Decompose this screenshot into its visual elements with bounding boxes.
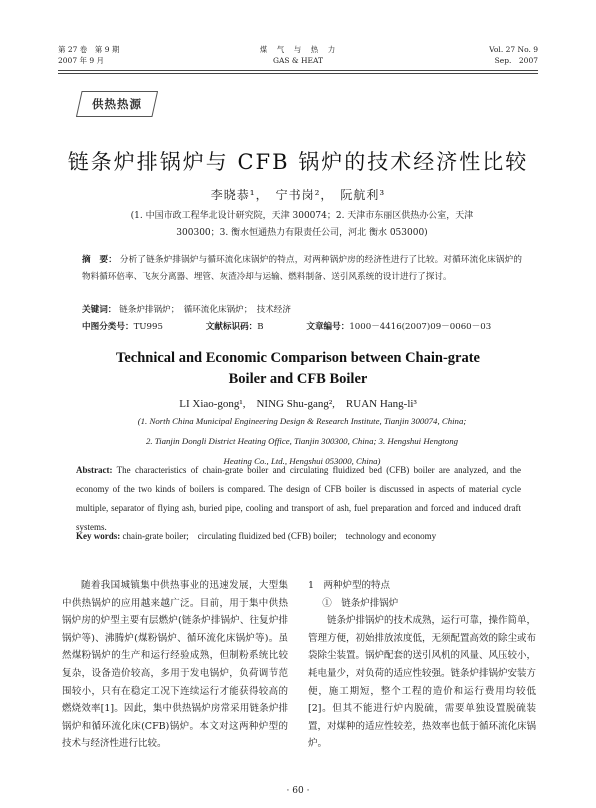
keywords-cn-label: 关键词： [82, 305, 117, 315]
title-en-line: Boiler and CFB Boiler [228, 371, 368, 387]
title-en [0, 348, 596, 390]
title-en-line: Technical and Economic Comparison between Chain-grate [116, 350, 480, 366]
body-paragraph: 链条炉排锅炉的技术成熟，运行可靠，操作简单，管理方便，初始排放浓度低，无须配置高效的除尘或布袋除尘装置。锅炉配套的送引风机的风量、风压较小，耗电量少，对负荷的适应性较强。链条炉排锅炉安装方便，施工期短，整个工程的造价和运行费用均较低[2]。但其不能进行炉内脱硫，需要单独设置脱硫装置，对煤种的适应性较差，热效率也低于循环流化床锅炉。 [308, 615, 537, 750]
subsection-heading: ① 链条炉排锅炉 [322, 597, 399, 609]
doc-code-label: 文献标识码： [205, 322, 258, 332]
keywords-cn [82, 303, 291, 315]
article-no-value: 1000－4416(2007)09－0060－03 [349, 322, 492, 332]
affiliation-en-line: 2. Tianjin Dongli District Heating Office, Tianjin 300300, China; 3. Hengshui Hengtong [145, 436, 459, 446]
clc-value: TU995 [133, 322, 163, 332]
authors-en: LI Xiao-gong¹, NING Shu-gang², RUAN Hang-li³ [179, 398, 417, 410]
affiliations-cn [92, 208, 512, 242]
volume-issue-en: Vol. 27 No. 9 [489, 45, 538, 54]
abstract-cn-text: 分析了链条炉排锅炉与循环流化床锅炉的特点，对两种锅炉房的经济性进行了比较。对循环流化床锅炉的物料循环倍率、飞灰分离器、埋管、灰渣冷却与运输、燃料制备、送引风系统的设计进行了探讨。 [82, 255, 522, 282]
clc-label: 中图分类号： [82, 322, 134, 332]
abstract-en [76, 461, 521, 537]
abstract-cn [82, 252, 522, 286]
abstract-cn-label: 摘 要： [82, 255, 117, 265]
keywords-en-text: chain-grate boiler; circulating fluidized bed (CFB) boiler; technology and economy [122, 531, 437, 541]
journal-name-en: GAS & HEAT [272, 56, 323, 65]
affiliation-cn-line: (1. 中国市政工程华北设计研究院，天津 300074；2. 天津市东丽区供热办公室，天津 [130, 211, 474, 221]
body-paragraph: 随着我国城镇集中供热事业的迅速发展，大型集中供热锅炉的应用越来越广泛。目前，用于集中供热锅炉房的炉型主要有层燃炉(链条炉排锅炉、往复炉排锅炉等)、沸腾炉(煤粉锅炉、循环流化床锅炉等)。虽然煤粉锅炉的生产和运行经验成熟，但制粉系统比较复杂，设备造价较高，多用于发电锅炉，负荷调节范围较小，只有在稳定工况下连续运行才能获得较高的燃烧效率[1]。因此，集中供热锅炉房常采用链条炉排锅炉和循环流化床(CFB)锅炉。本文对这两种炉型的技术与经济性进行比较。 [62, 580, 288, 750]
abstract-en-text: The characteristics of chain-grate boiler and circulating fluidized bed (CFB) boiler are analyzed, and the economy of the two kinds of boilers is compared. The design of CFB boiler is discussed in aspects of material cycle multiple, separator of flying ash, buried pipe, cooling and transport of ash, fuel preparation and forced and induced draft systems. [76, 465, 522, 532]
body-column-left [62, 577, 288, 753]
doc-code-value: B [257, 322, 264, 332]
affiliation-en-line: (1. North China Municipal Engineering Design & Research Institute, Tianjin 300074, China; [137, 416, 467, 426]
body-column-right [308, 577, 536, 753]
issue-date-en: Sep. 2007 [494, 56, 538, 65]
journal-name-cn: 煤 气 与 热 力 [259, 45, 337, 54]
keywords-en-label: Key words: [76, 531, 121, 541]
affiliation-cn-line: 300300；3. 衡水恒通热力有限责任公司，河北 衡水 053000) [176, 228, 428, 238]
affiliation-en-line: Heating Co., Ltd., Hengshui 053000, China) [223, 456, 381, 466]
section-heading: 1 两种炉型的特点 [308, 580, 391, 591]
classification-line [82, 320, 531, 332]
authors-cn: 李晓恭¹， 宁书岗²， 阮航利³ [210, 188, 386, 202]
article-no-label: 文章编号： [306, 322, 350, 332]
header-rule [58, 70, 538, 71]
header-rule-thin [58, 73, 538, 74]
section-label: 供热热源 [92, 97, 142, 111]
issue-date: 2007 年 9 月 [58, 56, 105, 65]
journal-volume-en [489, 44, 538, 66]
volume-issue: 第 27 卷 第 9 期 [58, 45, 120, 54]
abstract-en-label: Abstract: [76, 465, 113, 475]
section-label-box [76, 91, 158, 117]
keywords-en [76, 527, 521, 546]
page-number: · 60 · [286, 786, 310, 796]
title-cn: 链条炉排锅炉与 CFB 锅炉的技术经济性比较 [67, 150, 529, 174]
keywords-cn-text: 链条炉排锅炉； 循环流化床锅炉； 技术经济 [119, 305, 291, 315]
